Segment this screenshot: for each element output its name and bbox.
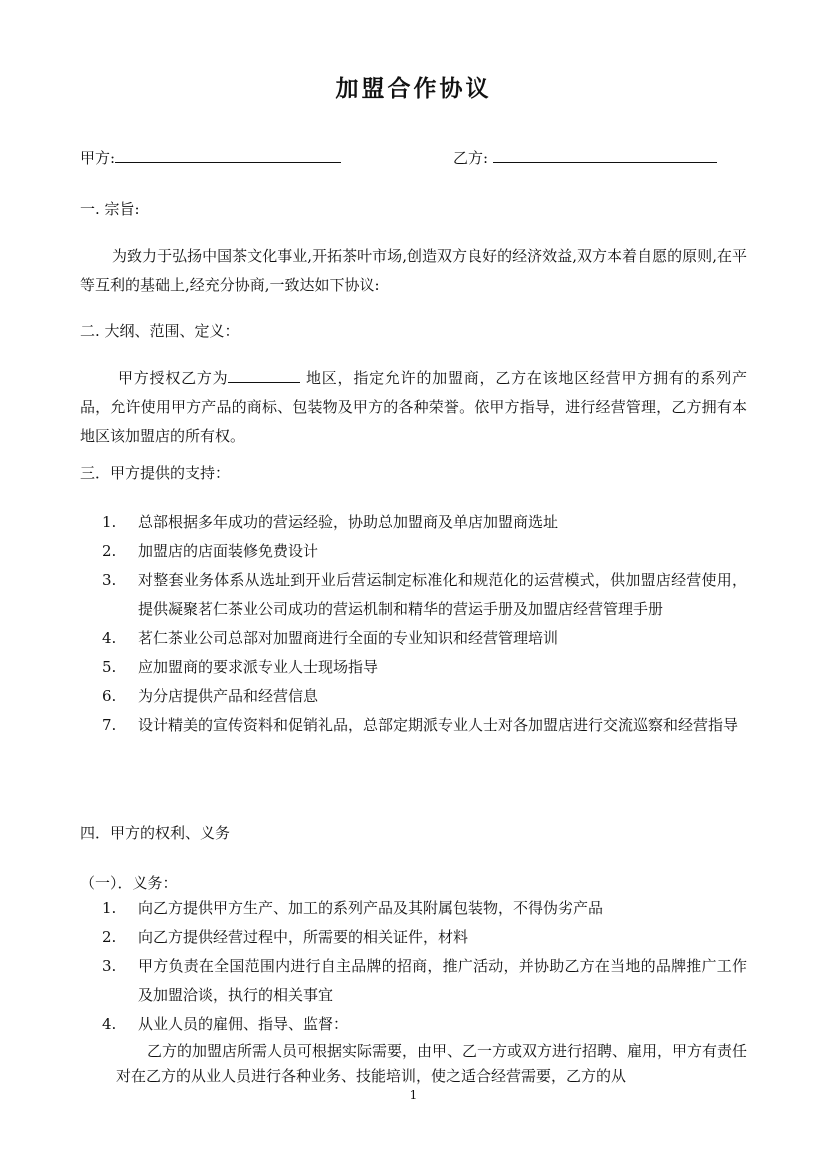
section2-heading: 二. 大纲、范围、定义： [80, 322, 240, 340]
section4-item4-body: 乙方的加盟店所需人员可根据实际需要，由甲、乙一方或双方进行招聘、雇用，甲方有责任对在乙方的从业人员进行各种业务、技能培训，使之适合经营需要，乙方的从 [116, 1042, 748, 1085]
region-blank [228, 367, 300, 383]
list-item: 2. 加盟店的店面装修免费设计 [102, 542, 319, 560]
section3-heading: 三．甲方提供的支持： [80, 464, 231, 482]
party-signature-row [80, 146, 747, 170]
list-item: 6. 为分店提供产品和经营信息 [102, 687, 319, 705]
list-item: 3. 甲方负责在全国范围内进行自主品牌的招商，推广活动，并协助乙方在当地的品牌推广工作及加盟洽谈，执行的相关事宜 [102, 957, 747, 1004]
party-a-blank [115, 146, 341, 163]
section1-heading: 一. 宗旨: [80, 200, 140, 218]
list-item: 3. 对整套业务体系从选址到开业后营运制定标准化和规范化的运营模式，供加盟店经营使用，提供凝聚茗仁茶业公司成功的营运机制和精华的营运手册及加盟店经营管理手册 [102, 571, 747, 618]
list-item: 4. 茗仁茶业公司总部对加盟商进行全面的专业知识和经营管理培训 [102, 629, 559, 647]
party-a-field [80, 146, 341, 168]
list-item: 4. 从业人员的雇佣、指导、监督： [102, 1015, 349, 1033]
section4-subheading: （一）．义务： [80, 874, 178, 892]
section2-body [80, 364, 747, 451]
section2-body-after: 地区，指定允许的加盟商，乙方在该地区经营甲方拥有的系列产品，允许使用甲方产品的商标、包装物及甲方的各种荣誉。依甲方指导，进行经营管理，乙方拥有本地区该加盟店的所有权。 [80, 369, 747, 445]
section1-body: 为致力于弘扬中国茶文化事业,开拓茶叶市场,创造双方良好的经济效益,双方本着自愿的原则,在平等互利的基础上,经充分协商,一致达如下协议: [80, 247, 747, 294]
list-item: 2. 向乙方提供经营过程中，所需要的相关证件，材料 [102, 928, 469, 946]
list-item: 7. 设计精美的宣传资料和促销礼品，总部定期派专业人士对各加盟店进行交流巡察和经营指导 [102, 716, 739, 734]
party-b-field [453, 146, 717, 168]
party-a-label: 甲方: [80, 149, 116, 167]
page-number: 1 [409, 1088, 418, 1102]
party-b-label: 乙方: [453, 149, 493, 167]
document-title: 加盟合作协议 [335, 75, 492, 102]
section4-list [80, 894, 747, 1039]
list-item: 1. 向乙方提供甲方生产、加工的系列产品及其附属包装物，不得伪劣产品 [102, 899, 604, 917]
list-item: 1. 总部根据多年成功的营运经验，协助总加盟商及单店加盟商选址 [102, 513, 559, 531]
section3-list [80, 508, 747, 740]
party-b-blank [493, 146, 717, 163]
list-item: 5. 应加盟商的要求派专业人士现场指导 [102, 658, 379, 676]
section4-heading: 四．甲方的权利、义务 [80, 824, 231, 842]
section2-body-before: 甲方授权乙方为 [118, 369, 229, 387]
